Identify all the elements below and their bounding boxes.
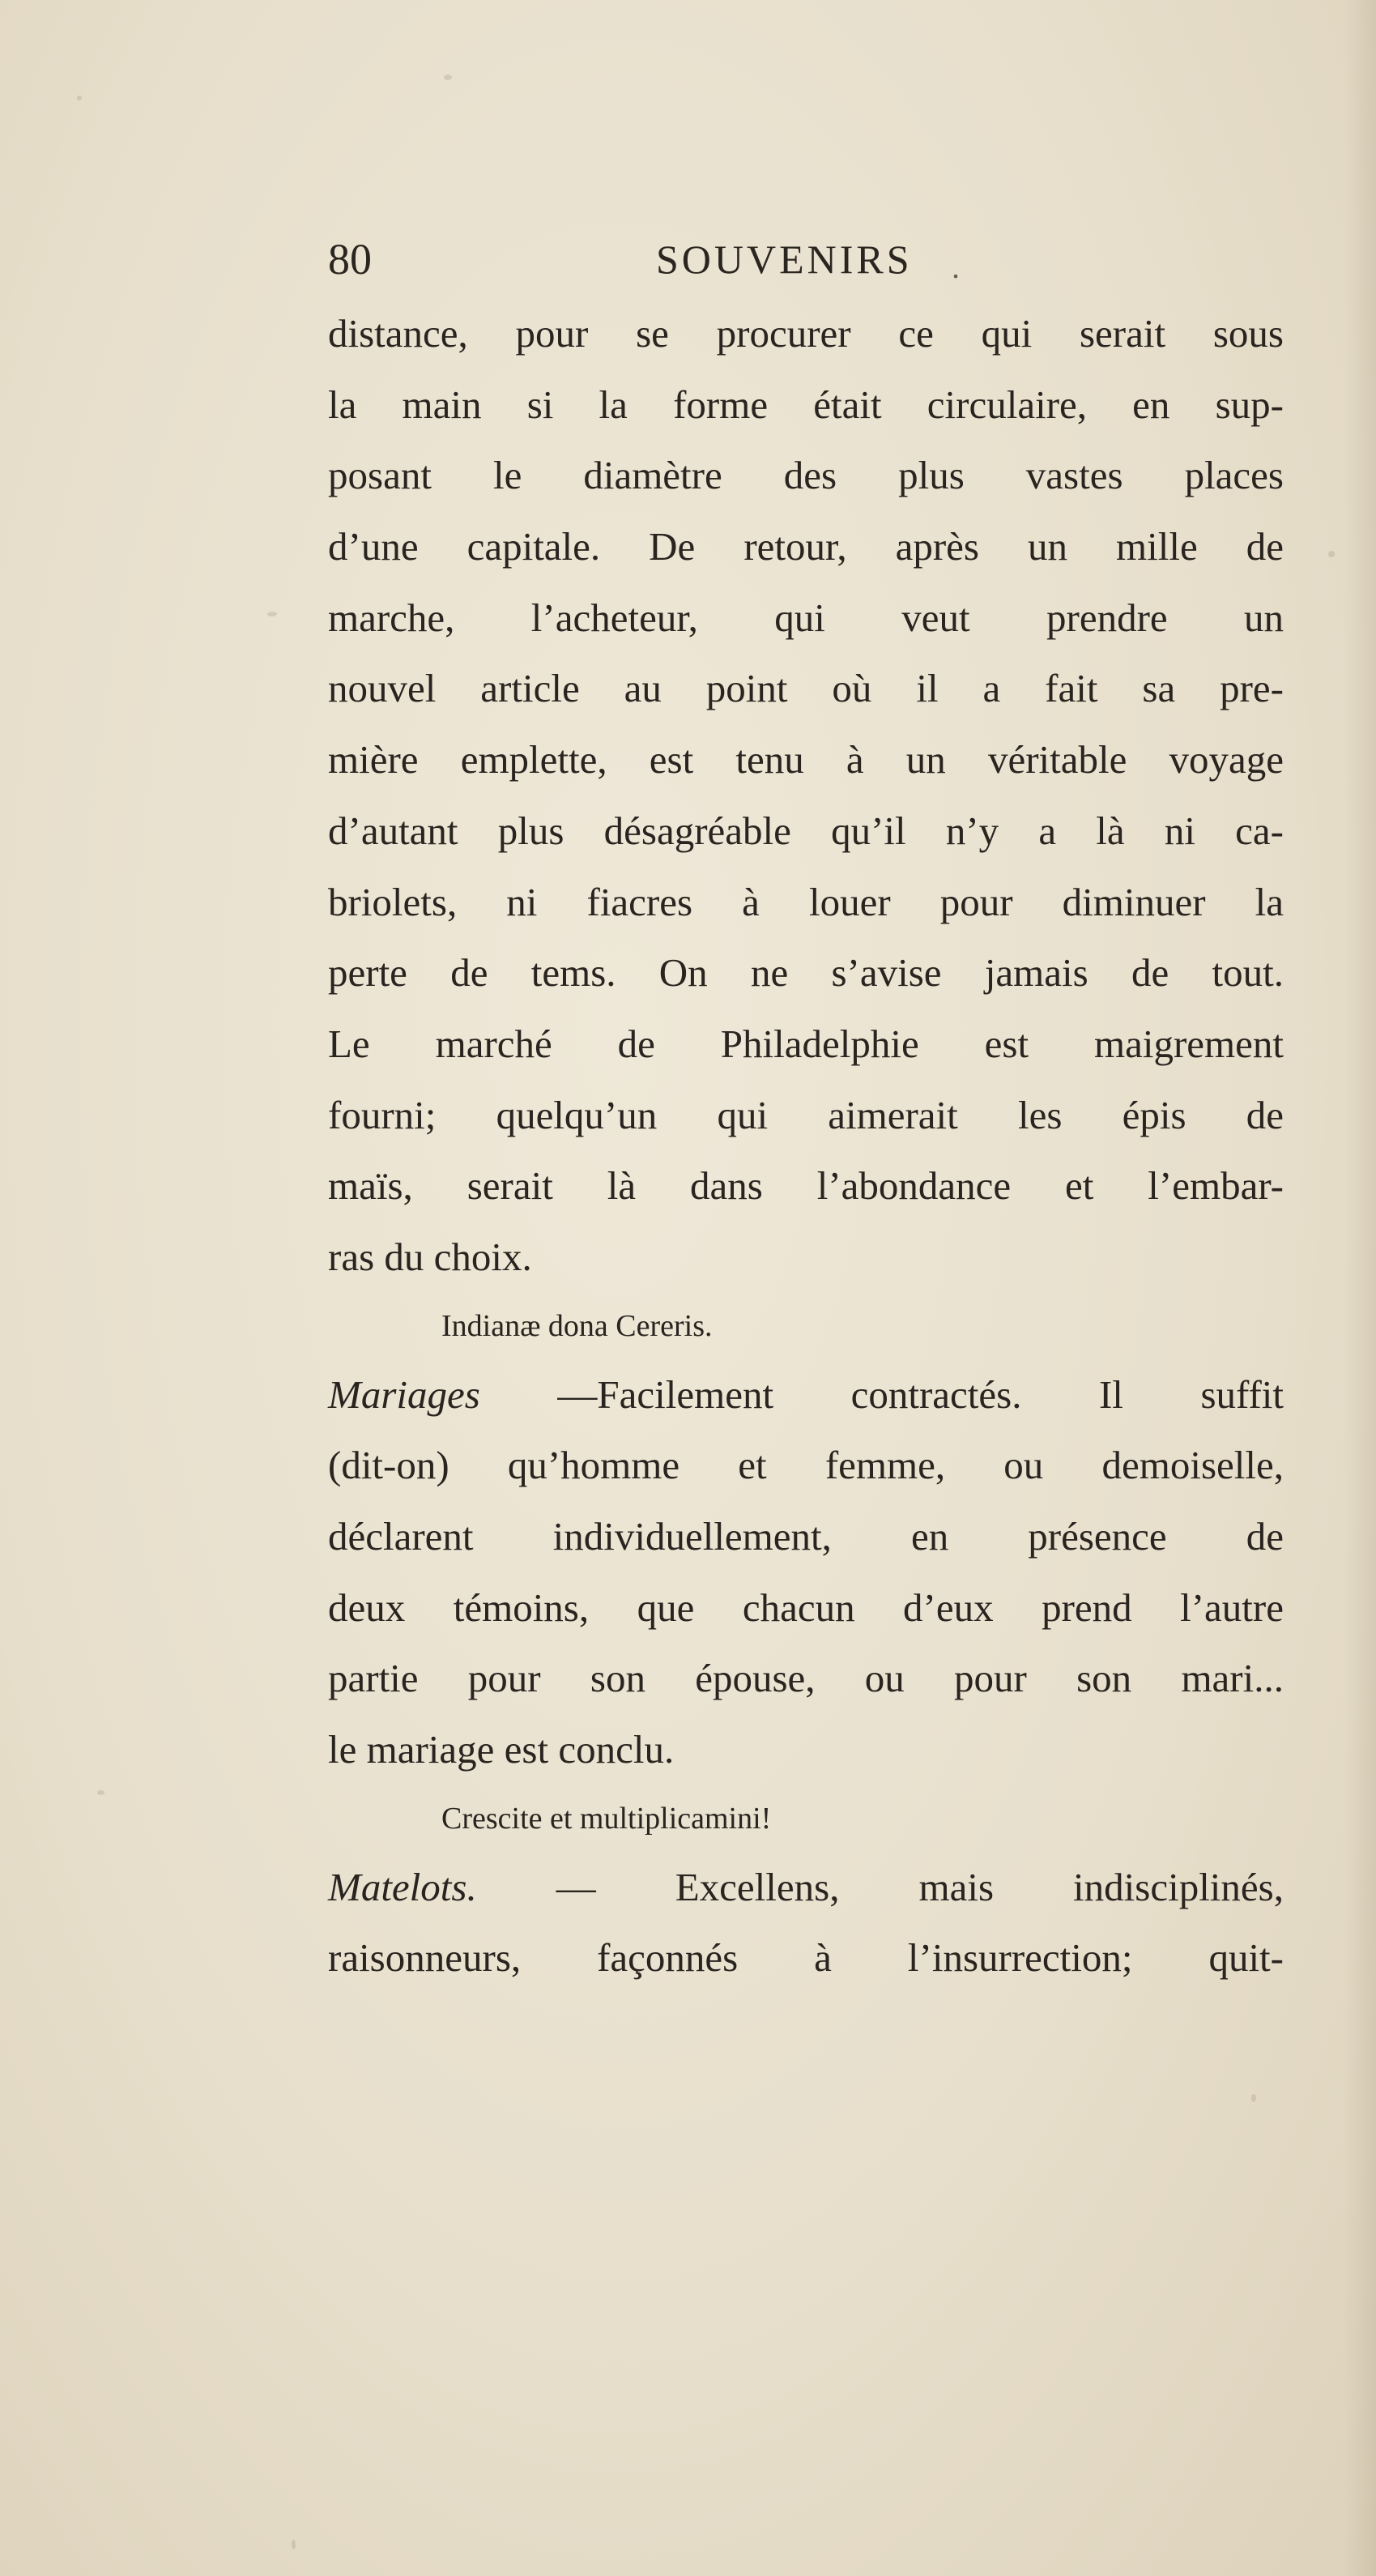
foxing-spot <box>97 1790 104 1795</box>
text-line: ras du choix. <box>328 1234 532 1279</box>
text-line: partie pour son épouse, ou pour son mari... <box>328 1656 1284 1701</box>
text-line: d’une capitale. De retour, après un mille de <box>328 524 1284 569</box>
entry-heading: Mariages <box>328 1371 480 1417</box>
entry-text: —Facilement contractés. Il suffit <box>479 1371 1284 1417</box>
foxing-spot <box>1251 2094 1256 2102</box>
foxing-spot <box>444 75 452 80</box>
text-line: nouvel article au point où il a fait sa pre- <box>328 666 1284 711</box>
entry-mariages <box>328 1359 1284 1431</box>
body-text <box>328 298 1284 1994</box>
text-line: le mariage est conclu. <box>328 1727 675 1772</box>
text-line: raisonneurs, façonnés à l’insurrection; quit- <box>328 1935 1284 1981</box>
header-mark: . <box>952 249 960 285</box>
text-line: (dit-on) qu’homme et femme, ou demoiselle, <box>328 1443 1284 1488</box>
text-line: deux témoins, que chacun d’eux prend l’autre <box>328 1584 1284 1630</box>
foxing-spot <box>292 2540 296 2549</box>
text-line: mière emplette, est tenu à un véritable voyage <box>328 737 1284 783</box>
text-line: fourni; quelqu’un qui aimerait les épis de <box>328 1092 1284 1137</box>
text-line: déclarent individuellement, en présence de <box>328 1514 1284 1559</box>
latin-quotation: Indianæ dona Cereris. <box>441 1308 713 1343</box>
text-line: maïs, serait là dans l’abondance et l’embar- <box>328 1163 1284 1209</box>
foxing-spot <box>267 612 277 616</box>
text-line: Le marché de Philadelphie est maigrement <box>328 1021 1284 1066</box>
running-title: SOUVENIRS <box>656 237 913 282</box>
latin-quotation: Crescite et multiplicamini! <box>441 1801 772 1836</box>
text-line: posant le diamètre des plus vastes places <box>328 453 1284 498</box>
page-header <box>328 231 1280 296</box>
page-edge-shadow <box>1344 0 1376 2576</box>
entry-text: — Excellens, mais indisciplinés, <box>476 1864 1284 1909</box>
text-line: briolets, ni fiacres à louer pour diminuer la <box>328 879 1284 924</box>
foxing-spot <box>1328 551 1335 557</box>
text-line: perte de tems. On ne s’avise jamais de tout. <box>328 950 1284 996</box>
foxing-spot <box>77 96 82 100</box>
text-line: d’autant plus désagréable qu’il n’y a là ni ca- <box>328 808 1284 853</box>
entry-matelots <box>328 1852 1284 1923</box>
text-line: la main si la forme était circulaire, en sup- <box>328 382 1284 427</box>
page-number: 80 <box>328 235 372 284</box>
entry-heading: Matelots. <box>328 1864 477 1909</box>
text-line: distance, pour se procurer ce qui serait sous <box>328 311 1284 356</box>
text-line: marche, l’acheteur, qui veut prendre un <box>328 595 1284 640</box>
